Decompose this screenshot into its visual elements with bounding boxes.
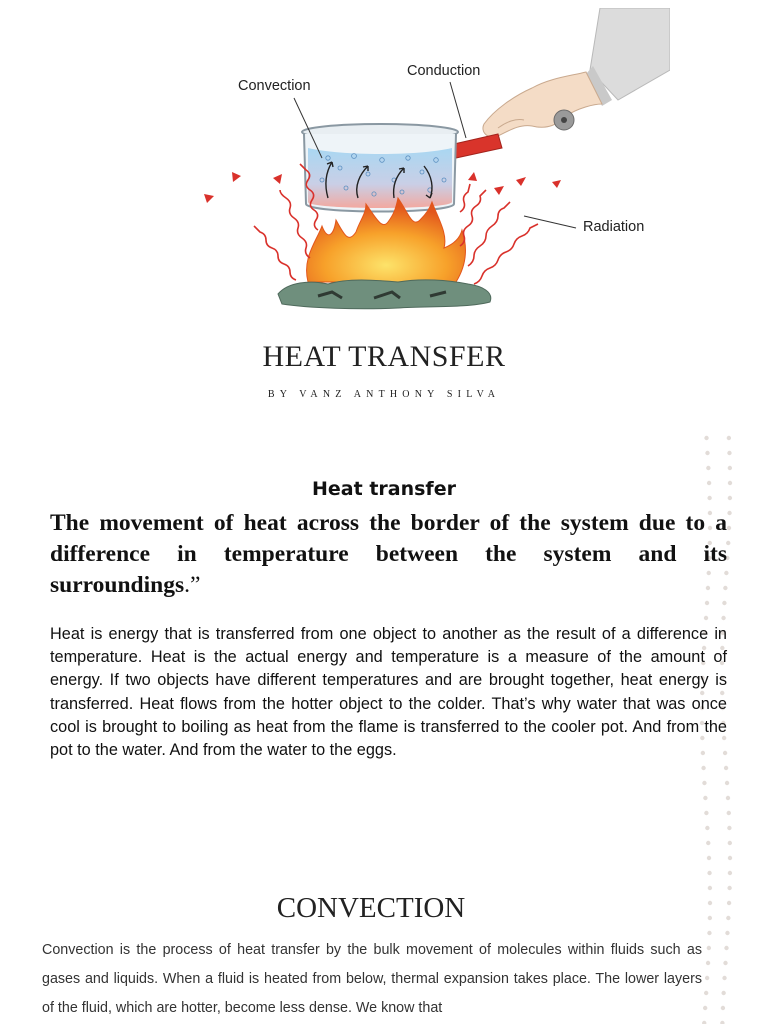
convection-title: CONVECTION — [276, 892, 466, 924]
definition-bold-text: The movement of heat across the border of the system due to a difference in temperature between the system and its surroundings — [50, 510, 727, 598]
heat-transfer-illustration — [198, 8, 670, 328]
definition-text — [50, 508, 727, 601]
pot-handle-shape — [454, 134, 502, 158]
definition-closing-quote: .” — [184, 572, 201, 598]
heat-transfer-paragraph: Heat is energy that is transferred from one object to another as the result of a difference in temperature. Heat is the actual energy and temperature is a measure of the amount of energy. If two objects have different temperatures and are brought together, heat energy is transferred. Heat flows from the hotter object to the colder. That’s why water that was once cool is brought to boiling as heat from the flame is transferred to the cooler pot. And from the pot to the water. And from the water to the eggs. — [50, 625, 727, 760]
pot-shape — [302, 124, 458, 212]
fire-shape — [278, 198, 491, 309]
convection-figure-label: Convection — [238, 78, 311, 94]
sleeve-shape — [586, 8, 670, 106]
section-heading: Heat transfer — [312, 478, 456, 500]
pot-on-fire-drawing — [198, 8, 670, 328]
radiation-figure-label: Radiation — [583, 219, 645, 235]
hand-shape — [483, 72, 602, 137]
document-title: HEAT TRANSFER — [262, 340, 506, 373]
document-byline: BY VANZ ANTHONY SILVA — [267, 389, 501, 400]
convection-paragraph: Convection is the process of heat transfer by the bulk movement of molecules within fluids such as gases and liquids. When a fluid is heated from below, thermal expansion takes place. The lower layers of the fluid, which are hotter, become less dense. We know that — [42, 942, 702, 1016]
conduction-figure-label: Conduction — [407, 63, 481, 79]
